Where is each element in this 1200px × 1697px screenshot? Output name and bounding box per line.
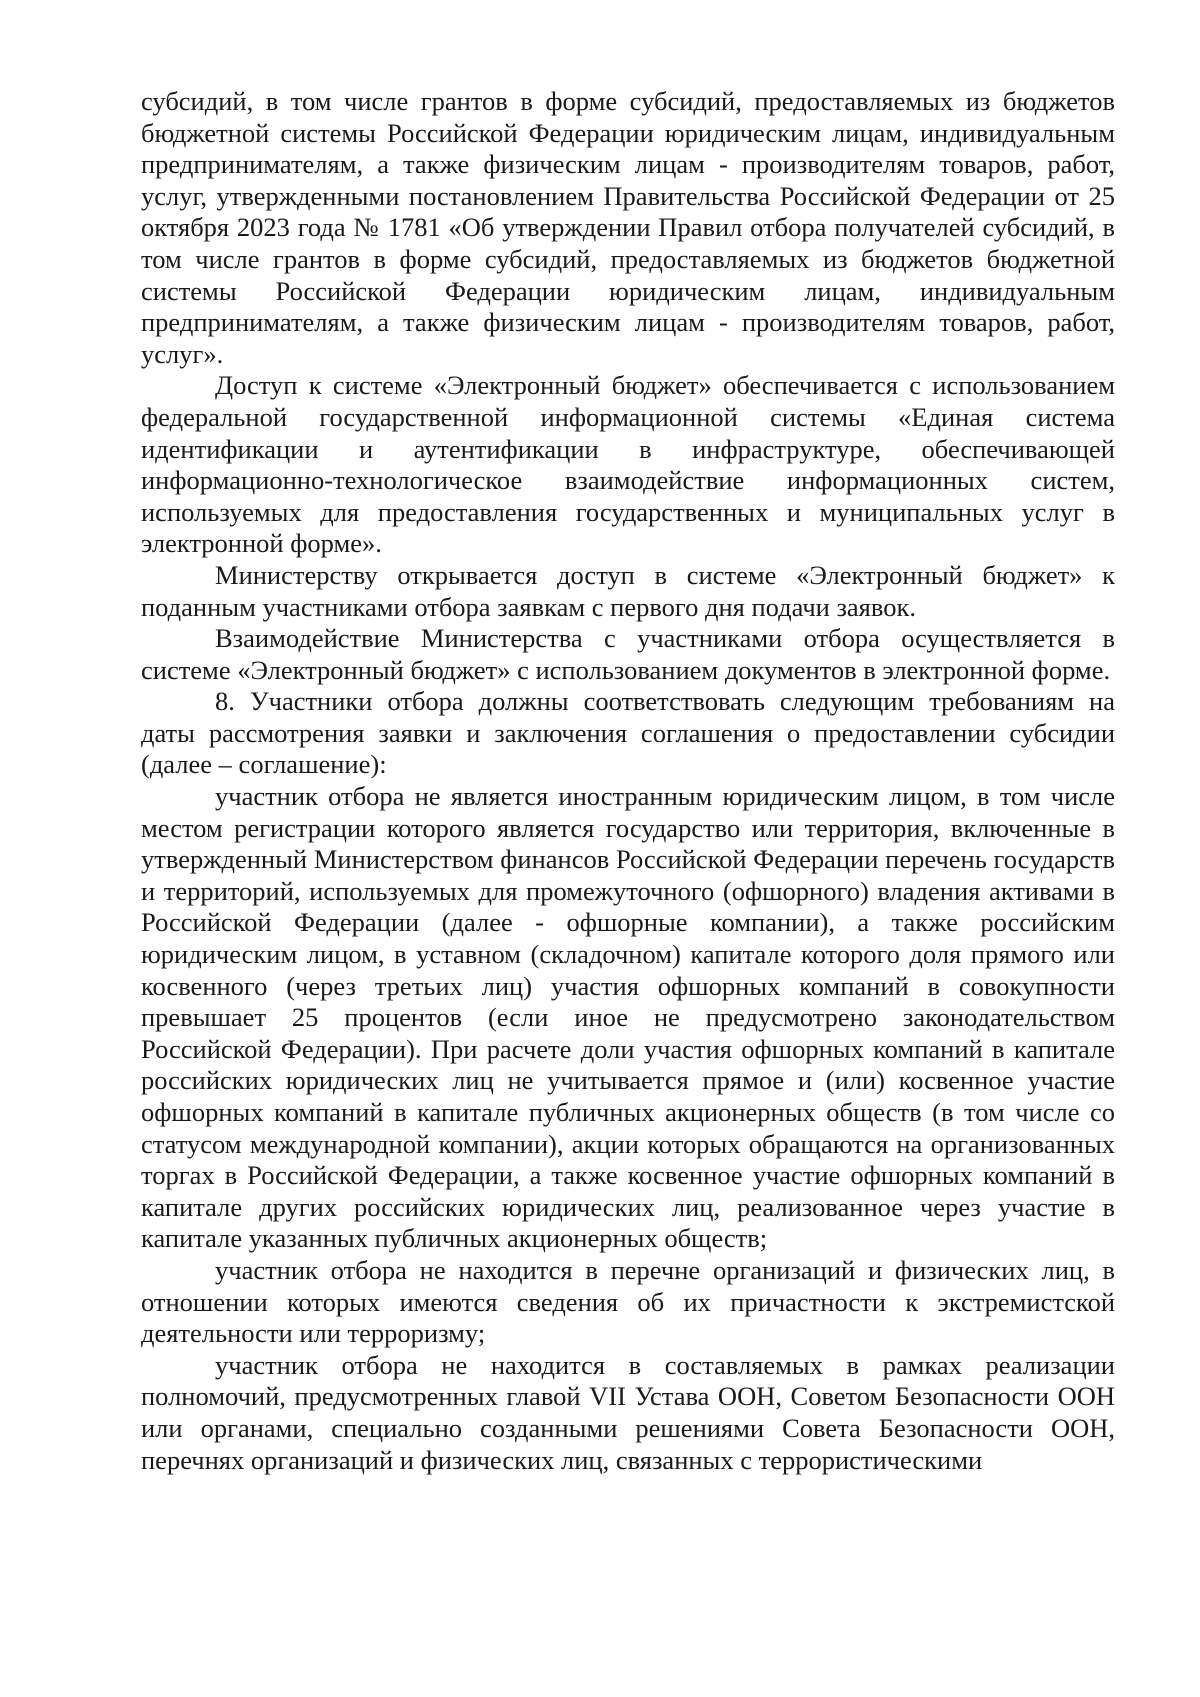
document-body	[141, 86, 1115, 1476]
paragraph-offshore-requirement: участник отбора не является иностранным юридическим лицом, в том числе местом регистрации которого является государство или территория, включенные в утвержденный Министерством финансов Российской Федерации перечень государств и территорий, используемых для промежуточного (офшорного) владения активами в Российской Федерации (далее - офшорные компании), а также российским юридическим лицом, в уставном (складочном) капитале которого доля прямого или косвенного (через третьих лиц) участия офшорных компаний в совокупности превышает 25 процентов (если иное не предусмотрено законодательством Российской Федерации). При расчете доли участия офшорных компаний в капитале российских юридических лиц не учитывается прямое и (или) косвенное участие офшорных компаний в капитале публичных акционерных обществ (в том числе со статусом международной компании), акции которых обращаются на организованных торгах в Российской Федерации, а также косвенное участие офшорных компаний в капитале других российских юридических лиц, реализованное через участие в капитале указанных публичных акционерных обществ;	[141, 781, 1115, 1254]
paragraph-continuation: субсидий, в том числе грантов в форме субсидий, предоставляемых из бюджетов бюджетной системы Российской Федерации юридическим лицам, индивидуальным предпринимателям, а также физическим лицам - производителям товаров, работ, услуг, утвержденными постановлением Правительства Российской Федерации от 25 октября 2023 года № 1781 «Об утверждении Правил отбора получателей субсидий, в том числе грантов в форме субсидий, предоставляемых из бюджетов бюджетной системы Российской Федерации юридическим лицам, индивидуальным предпринимателям, а также физическим лицам - производителям товаров, работ, услуг».	[141, 86, 1115, 369]
paragraph-interaction: Взаимодействие Министерства с участниками отбора осуществляется в системе «Электронный бюджет» с использованием документов в электронной форме.	[141, 623, 1115, 685]
paragraph-ministry-access: Министерству открывается доступ в системе «Электронный бюджет» к поданным участниками отбора заявкам с первого дня подачи заявок.	[141, 559, 1115, 622]
paragraph-access-system: Доступ к системе «Электронный бюджет» обеспечивается с использованием федеральной государственной информационной системы «Единая система идентификации и аутентификации в инфраструктуре, обеспечивающей информационно-технологическое взаимодействие информационных систем, используемых для предоставления государственных и муниципальных услуг в электронной форме».	[141, 370, 1115, 559]
paragraph-requirements-8: 8. Участники отбора должны соответствовать следующим требованиям на даты рассмотрения заявки и заключения соглашения о предоставлении субсидии (далее – соглашение):	[141, 686, 1115, 780]
paragraph-extremism-requirement: участник отбора не находится в перечне организаций и физических лиц, в отношении которых имеются сведения об их причастности к экстремистской деятельности или терроризму;	[141, 1254, 1115, 1349]
paragraph-un-lists-requirement: участник отбора не находится в составляемых в рамках реализации полномочий, предусмотренных главой VII Устава ООН, Советом Безопасности ООН или органами, специально созданными решениями Совета Безопасности ООН, перечнях организаций и физических лиц, связанных с террористическими	[141, 1349, 1115, 1475]
